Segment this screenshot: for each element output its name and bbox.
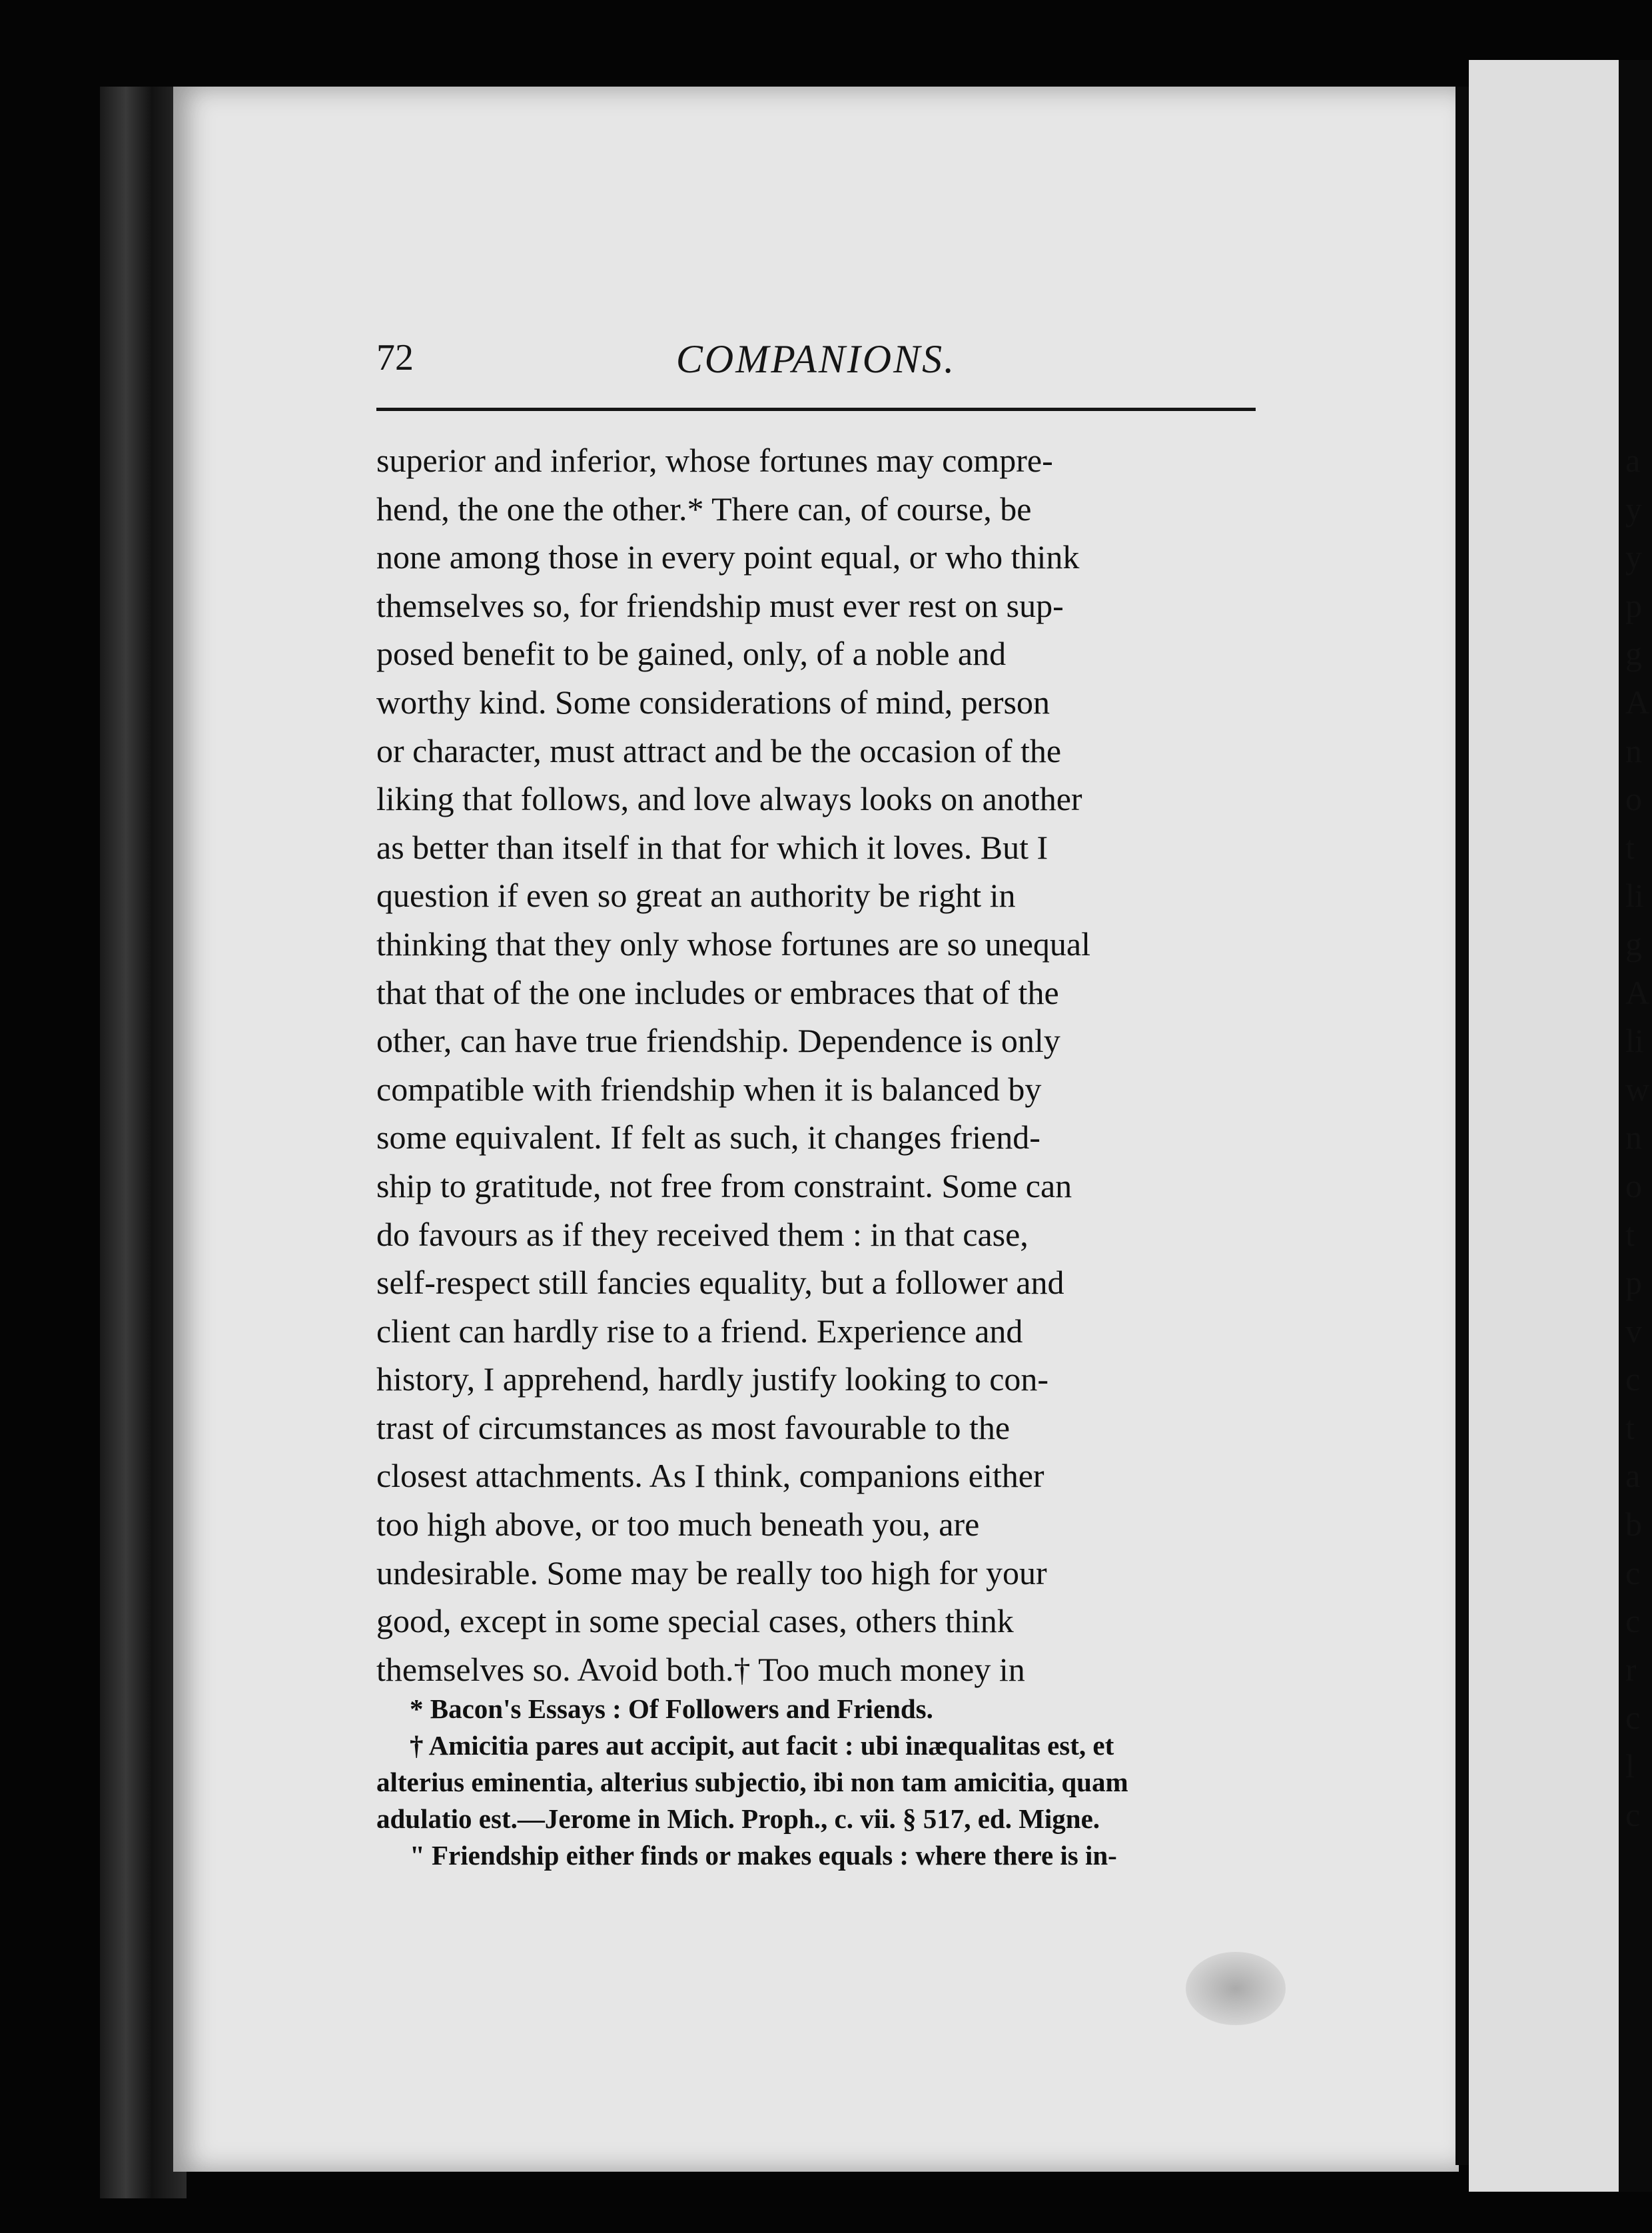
facing-page-fragment: t (1625, 828, 1635, 866)
text-line: superior and inferior, whose fortunes may compre- (376, 442, 1053, 479)
text-line: worthy kind. Some considerations of mind, person (376, 683, 1050, 721)
text-line: trast of circumstances as most favourable to the (376, 1408, 1011, 1446)
text-line: themselves so. Avoid both.† Too much money in (376, 1650, 1025, 1688)
footnote-line: alterius eminentia, alterius subjectio, ibi non tam amicitia, quam (376, 1767, 1128, 1797)
ink-smudge (1186, 1952, 1286, 2025)
facing-page-text (1625, 436, 1652, 1839)
facing-page-fragment: A (1625, 683, 1650, 721)
facing-page-fragment: v (1625, 1312, 1642, 1350)
text-line: that that of the one includes or embraces that of the (376, 973, 1059, 1011)
page-number: 72 (376, 337, 414, 378)
text-line: or character, must attract and be the occasion of the (376, 731, 1062, 769)
facing-page-fragment: y (1625, 490, 1642, 528)
text-line: good, except in some special cases, others think (376, 1602, 1014, 1640)
running-head (376, 336, 1256, 390)
facing-page-fragment: b (1625, 1506, 1642, 1544)
facing-page-fragment: g (1625, 925, 1642, 963)
facing-page-fragment: l (1625, 1747, 1635, 1785)
facing-page-fragment: n (1625, 731, 1642, 769)
text-line: question if even so great an authority be right in (376, 877, 1016, 915)
text-line: self-respect still fancies equality, but a follower and (376, 1264, 1064, 1302)
text-line: too high above, or too much beneath you, are (376, 1506, 980, 1544)
text-line: history, I apprehend, hardly justify looking to con- (376, 1360, 1049, 1398)
footnote-line: " Friendship either finds or makes equals : where there is in- (410, 1840, 1117, 1871)
page-title: COMPANIONS. (675, 337, 957, 381)
facing-page-fragment: li (1625, 877, 1644, 915)
footnote-line: † Amicitia pares aut accipit, aut facit : ubi inæqualitas est, et (410, 1730, 1114, 1761)
facing-page-fragment: r (1625, 1650, 1637, 1688)
facing-page-fragment: t (1625, 1408, 1635, 1446)
text-line: as better than itself in that for which it loves. But I (376, 828, 1048, 866)
text-line: other, can have true friendship. Dependence is only (376, 1022, 1060, 1060)
body-text (376, 436, 1272, 1693)
text-line: posed benefit to be gained, only, of a noble and (376, 635, 1007, 673)
text-line: ship to gratitude, not free from constraint. Some can (376, 1166, 1072, 1204)
footnotes (376, 1691, 1272, 1874)
facing-page-fragment: c (1625, 1554, 1641, 1591)
text-line: undesirable. Some may be really too high for your (376, 1554, 1047, 1591)
text-line: themselves so, for friendship must ever rest on sup- (376, 586, 1064, 624)
footnote-line: adulatio est.—Jerome in Mich. Proph., c. vii. § 517, ed. Migne. (376, 1803, 1100, 1834)
text-line: liking that follows, and love always looks on another (376, 780, 1082, 818)
header-rule (376, 408, 1256, 411)
text-line: client can hardly rise to a friend. Experience and (376, 1312, 1023, 1350)
text-line: none among those in every point equal, or who think (376, 538, 1080, 576)
facing-page-fragment: o (1625, 1166, 1642, 1204)
facing-page-fragment: c (1625, 1699, 1641, 1737)
text-line: do favours as if they received them : in that case, (376, 1215, 1029, 1253)
facing-page-fragment: o (1625, 780, 1642, 818)
text-line: thinking that they only whose fortunes are so unequal (376, 925, 1090, 963)
facing-page-fragment: c (1625, 1602, 1641, 1640)
facing-page-fragment: A (1625, 973, 1650, 1011)
text-line: closest attachments. As I think, companions either (376, 1457, 1044, 1495)
page-gutter (1455, 87, 1469, 2165)
facing-page-fragment: t (1625, 1215, 1635, 1253)
facing-page-fragment: a (1625, 1457, 1641, 1495)
facing-page-fragment: w (1625, 1070, 1650, 1108)
facing-page-fragment: li (1625, 1022, 1644, 1060)
facing-page-fragment: p (1625, 586, 1642, 624)
footnote-line: * Bacon's Essays : Of Followers and Friends. (410, 1693, 933, 1724)
text-line: hend, the one the other.* There can, of course, be (376, 490, 1032, 528)
text-line: compatible with friendship when it is balanced by (376, 1070, 1042, 1108)
facing-page-fragment: a (1625, 442, 1641, 479)
facing-page-fragment: n (1625, 1118, 1642, 1156)
text-line: some equivalent. If felt as such, it changes friend- (376, 1118, 1040, 1156)
facing-page-fragment: p (1625, 1264, 1642, 1302)
facing-page-fragment: c (1625, 1795, 1641, 1833)
facing-page-fragment: g (1625, 635, 1642, 673)
facing-page-fragment: c (1625, 1360, 1641, 1398)
facing-page-fragment: y (1625, 538, 1642, 576)
